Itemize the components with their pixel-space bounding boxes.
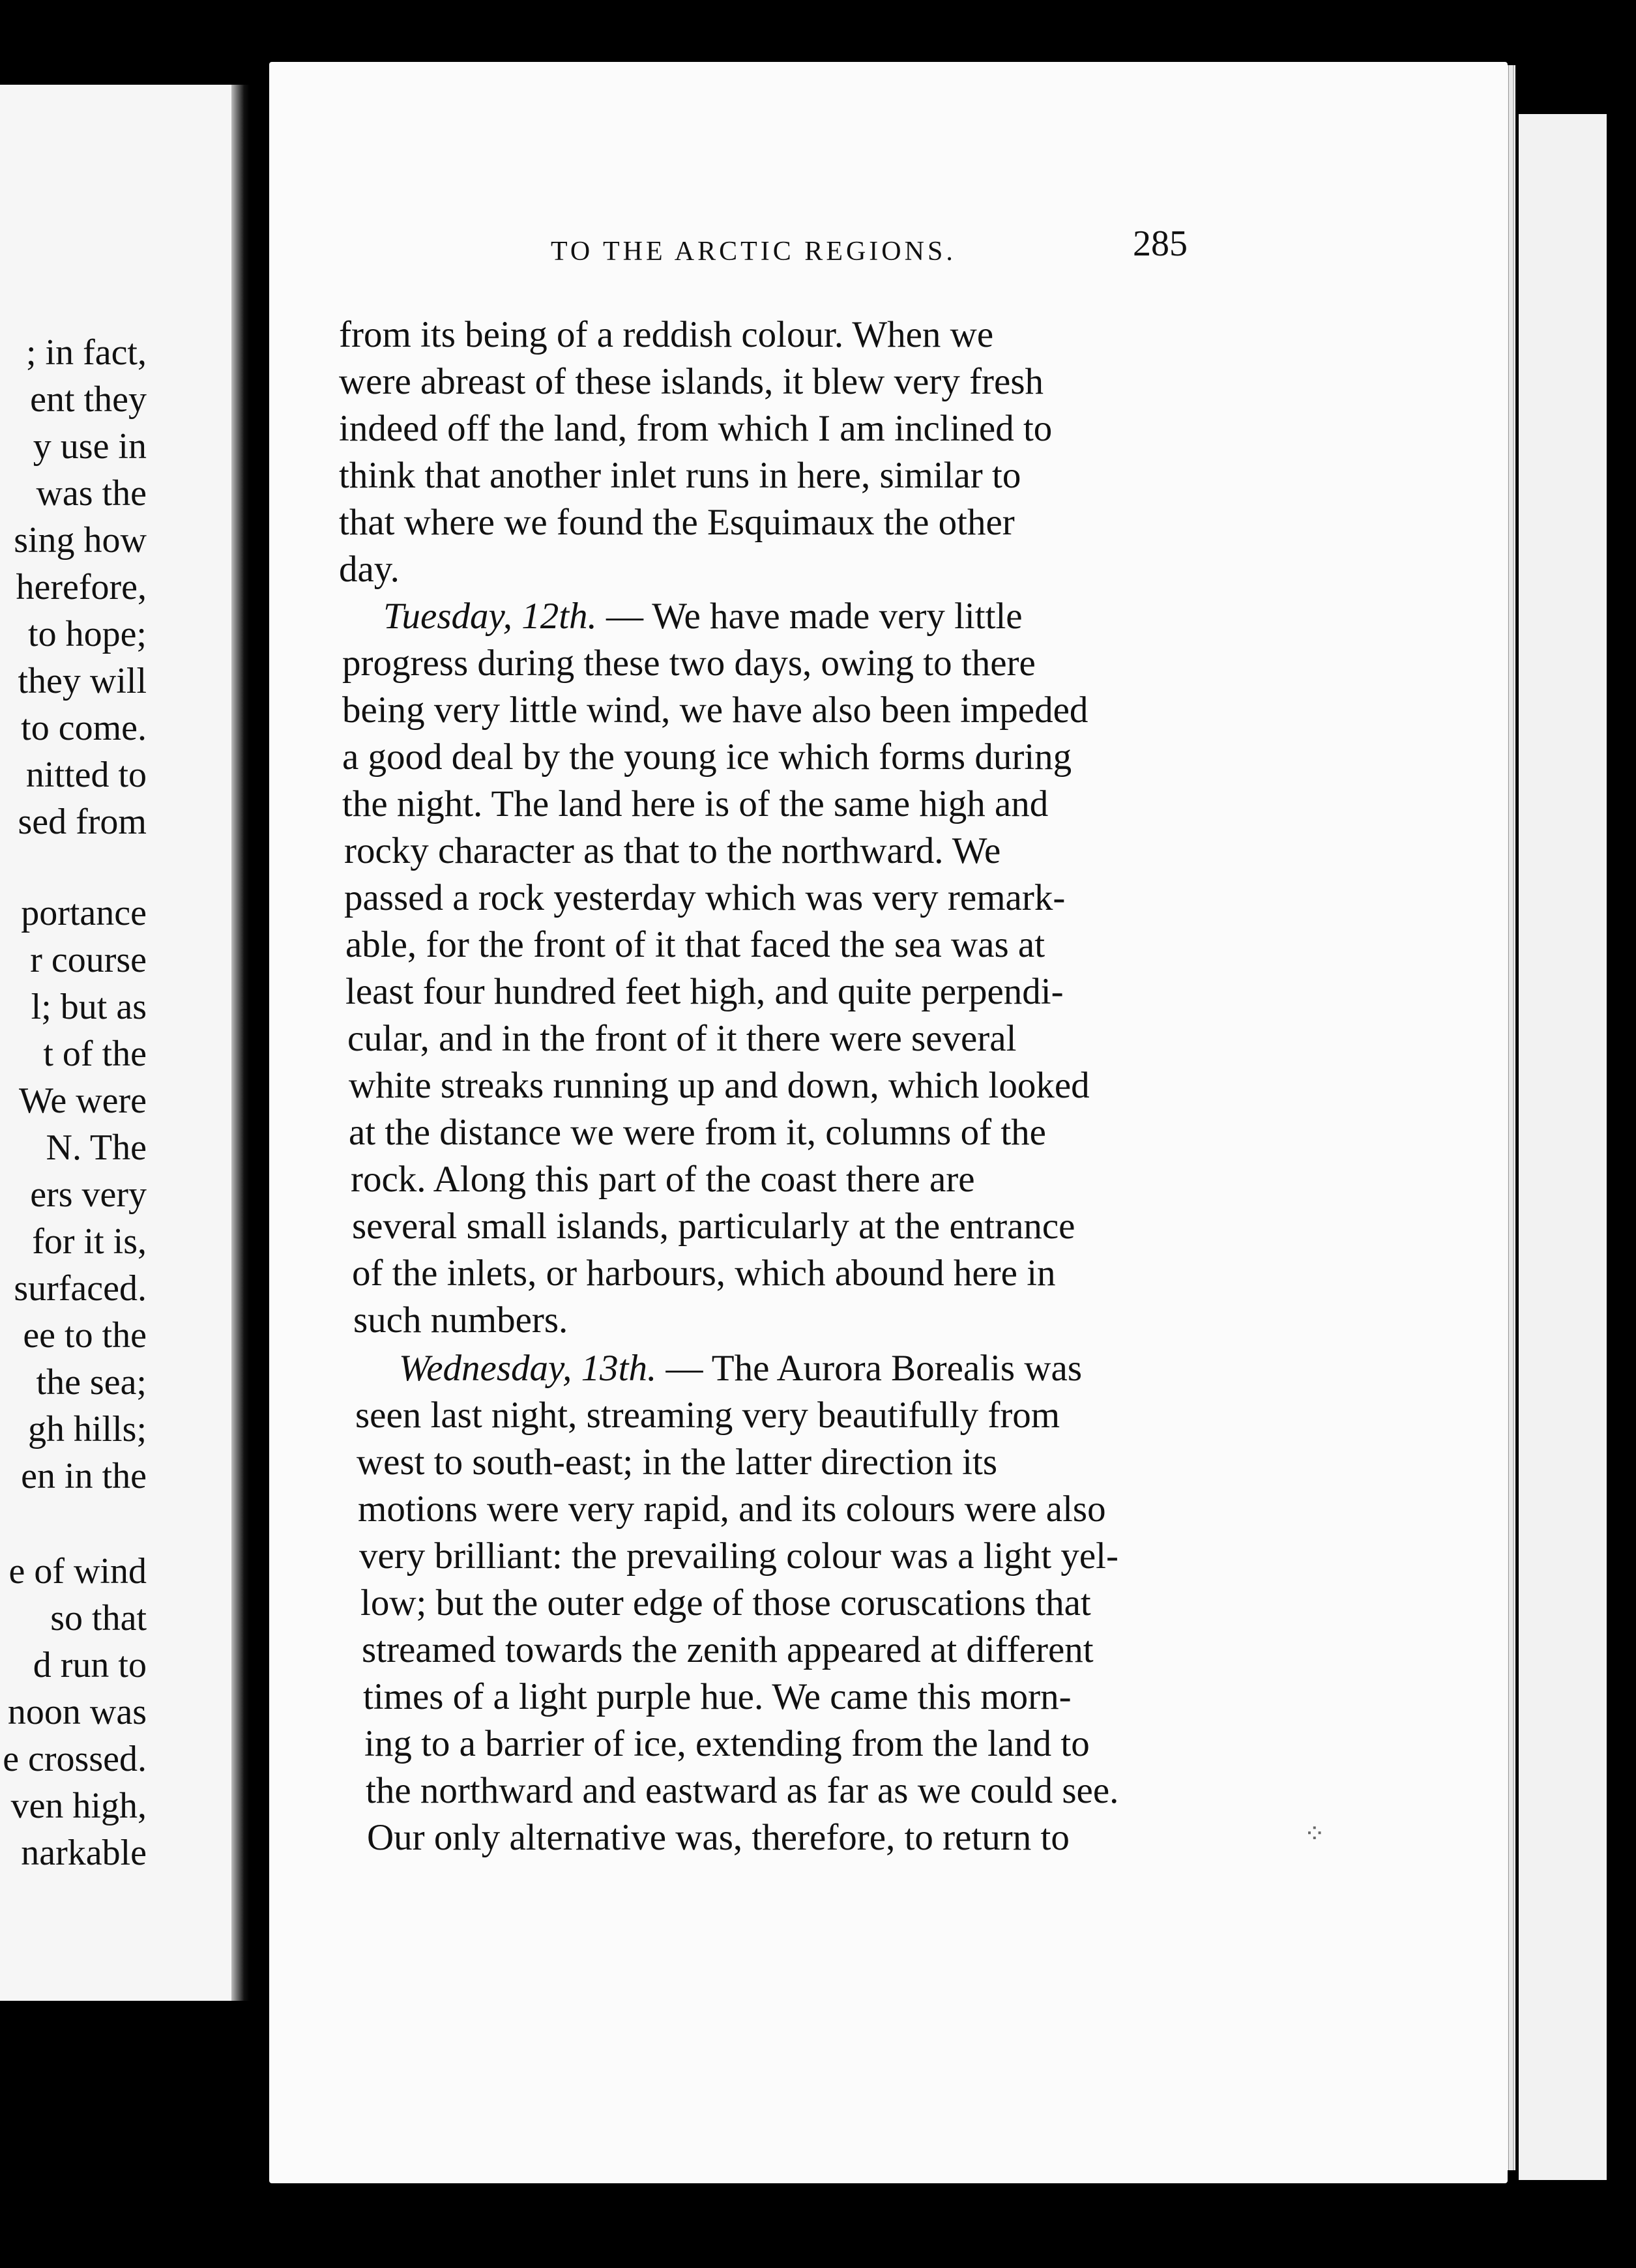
left-page-line: sing how — [14, 520, 147, 560]
running-head: TO THE ARCTIC REGIONS. — [551, 237, 956, 267]
body-line: the night. The land here is of the same high and — [342, 783, 1049, 824]
body-line: west to south-east; in the latter direction its — [357, 1442, 998, 1483]
body-line: rocky character as that to the northward. We — [344, 830, 1001, 871]
entry-tuesday-first-line — [383, 593, 1023, 640]
left-page-line: t of the — [43, 1034, 147, 1074]
body-line: motions were very rapid, and its colours were also — [358, 1489, 1106, 1530]
left-page-line: d run to — [33, 1645, 147, 1685]
left-page-line: for it is, — [32, 1221, 147, 1262]
body-line: from its being of a reddish colour. When we — [339, 314, 994, 355]
entry-text: — The Aurora Borealis was — [656, 1348, 1082, 1389]
left-page-line: e crossed. — [3, 1739, 147, 1779]
body-line: low; but the outer edge of those coruscations that — [360, 1582, 1091, 1623]
body-line: very brilliant: the prevailing colour was a light yel- — [359, 1535, 1118, 1577]
body-line: Our only alternative was, therefore, to return to — [367, 1817, 1070, 1858]
body-line: progress during these two days, owing to there — [342, 643, 1036, 684]
left-page-line: en in the — [21, 1456, 147, 1496]
back-cover-edge — [1519, 114, 1607, 2180]
body-line: seen last night, streaming very beautifully from — [355, 1395, 1060, 1436]
body-line: were abreast of these islands, it blew very fresh — [339, 361, 1044, 402]
body-line: several small islands, particularly at the entrance — [352, 1206, 1075, 1247]
body-line: cular, and in the front of it there were several — [347, 1018, 1017, 1059]
left-page-line: ; in fact, — [25, 332, 147, 373]
entry-date-wednesday: Wednesday, 13th. — [399, 1348, 657, 1389]
book-gutter — [231, 85, 250, 2001]
body-line: day. — [339, 549, 400, 590]
body-line: at the distance we were from it, columns of the — [349, 1112, 1046, 1153]
body-line: passed a rock yesterday which was very remark- — [344, 877, 1066, 918]
left-page-line: ven high, — [10, 1786, 147, 1826]
left-page-line: so that — [50, 1598, 147, 1638]
facing-page-left — [0, 85, 238, 2001]
body-line: ing to a barrier of ice, extending from the land to — [364, 1723, 1090, 1764]
left-page-line: the sea; — [36, 1362, 147, 1403]
left-page-line: to hope; — [28, 614, 147, 654]
left-page-line: ers very — [30, 1174, 147, 1215]
left-page-line: nitted to — [25, 755, 147, 795]
left-page-line: gh hills; — [27, 1409, 147, 1449]
left-page-line: y use in — [33, 426, 147, 467]
body-line: streamed towards the zenith appeared at different — [362, 1629, 1094, 1670]
left-page-line: was the — [36, 473, 147, 514]
body-line: white streaks running up and down, which looked — [349, 1065, 1090, 1106]
left-page-line: portance — [21, 893, 147, 933]
body-line: such numbers. — [353, 1300, 568, 1341]
left-page-line: narkable — [21, 1833, 147, 1873]
left-page-line: N. The — [46, 1127, 147, 1168]
left-page-line: r course — [30, 940, 147, 980]
left-page-line: l; but as — [31, 987, 147, 1027]
body-line: indeed off the land, from which I am inclined to — [339, 408, 1053, 449]
body-line: being very little wind, we have also been impeded — [342, 690, 1088, 731]
left-page-line: herefore, — [16, 567, 147, 607]
body-line: the northward and eastward as far as we could see. — [366, 1770, 1119, 1811]
left-page-line: ee to the — [23, 1315, 147, 1356]
entry-date-tuesday: Tuesday, 12th. — [383, 596, 597, 637]
body-line: times of a light purple hue. We came this morn- — [363, 1676, 1072, 1717]
body-line: rock. Along this part of the coast there are — [351, 1159, 975, 1200]
body-line: least four hundred feet high, and quite perpendi- — [345, 971, 1064, 1012]
scan-specks-decoration: ⁘ — [1304, 1819, 1326, 1848]
left-page-line: noon was — [7, 1692, 147, 1732]
entry-text: — We have made very little — [596, 596, 1023, 637]
left-page-line: to come. — [21, 708, 147, 748]
left-page-line: they will — [18, 661, 147, 701]
left-page-line: surfaced. — [14, 1268, 147, 1309]
left-page-line: ent they — [30, 379, 147, 420]
body-line: of the inlets, or harbours, which abound here in — [352, 1253, 1056, 1294]
body-line: that where we found the Esquimaux the other — [339, 502, 1015, 543]
body-line: a good deal by the young ice which forms during — [342, 736, 1072, 778]
entry-wednesday-first-line — [399, 1345, 1082, 1392]
left-page-line: e of wind — [8, 1551, 147, 1592]
page-number: 285 — [1133, 224, 1188, 264]
body-line: think that another inlet runs in here, similar to — [339, 455, 1021, 496]
left-page-line: We were — [18, 1081, 147, 1121]
body-line: able, for the front of it that faced the sea was at — [345, 924, 1045, 965]
left-page-line: sed from — [18, 802, 147, 842]
